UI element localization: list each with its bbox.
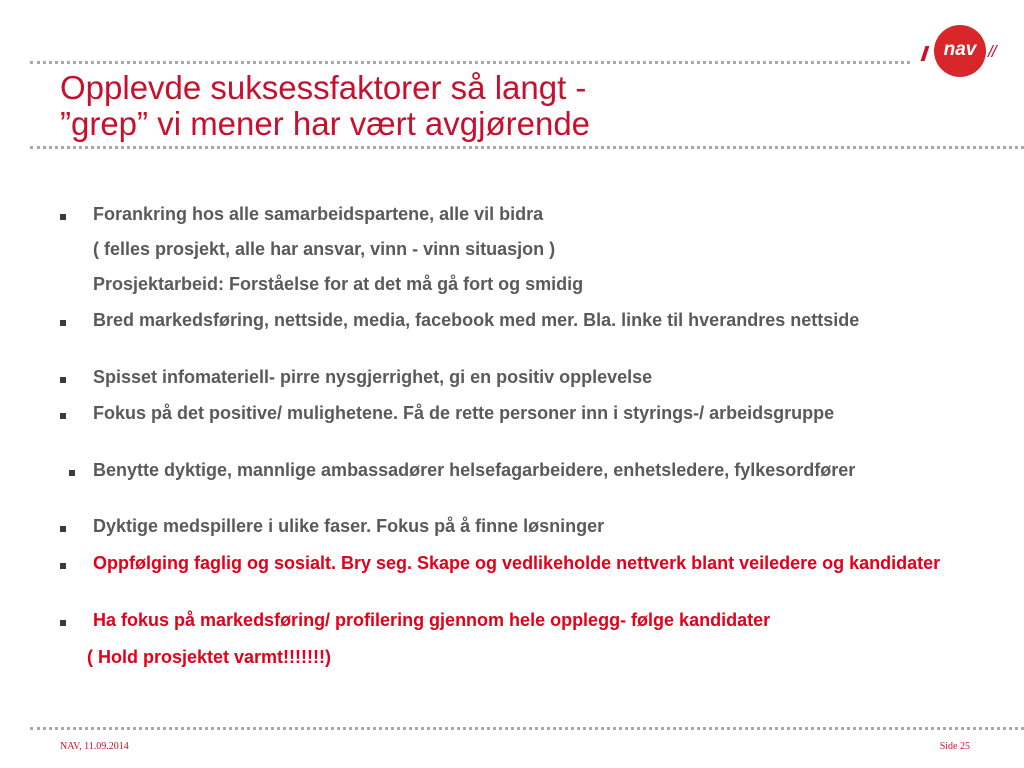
list-item-text: Bred markedsføring, nettside, media, facebook med mer. Bla. linke til hverandres nettside [93, 310, 860, 330]
bullet-icon [60, 377, 66, 383]
title-line-2: ”grep” vi mener har vært avgjørende [60, 105, 591, 142]
bullet-icon [60, 620, 66, 626]
list-item-text: Dyktige medspillere i ulike faser. Fokus på å finne løsninger [93, 516, 605, 536]
slide-number: Side 25 [939, 741, 970, 752]
title-line-1: Opplevde suksessfaktorer så langt - [60, 69, 587, 106]
bullet-icon [60, 563, 66, 569]
list-item-text: Fokus på det positive/ mulighetene. Få de rette personer inn i styrings-/ arbeidsgruppe [93, 403, 835, 423]
bullet-icon [60, 413, 66, 419]
list-item-text: ( Hold prosjektet varmt!!!!!!!) [87, 647, 331, 667]
list-item-text: Benytte dyktige, mannlige ambassadører helsefagarbeidere, enhetsledere, fylkesordfører [93, 460, 856, 480]
list-item-text: Prosjektarbeid: Forståelse for at det må gå fort og smidig [93, 274, 584, 294]
bullet-icon [60, 526, 66, 532]
list-item-text: Oppfølging faglig og sosialt. Bry seg. Skape og vedlikeholde nettverk blant veiledere og kandidater [93, 553, 941, 573]
logo-right-slashes: // [988, 42, 996, 61]
footer-dotted-rule [30, 727, 1024, 730]
logo-text: nav [943, 39, 977, 60]
bullet-icon [60, 320, 66, 326]
list-item-text: ( felles prosjekt, alle har ansvar, vinn - vinn situasjon ) [93, 239, 556, 259]
bullet-icon [60, 214, 66, 220]
bullet-icon [69, 470, 75, 476]
list-item-text: Forankring hos alle samarbeidspartene, alle vil bidra [93, 204, 544, 224]
list-item-text: Spisset infomateriell- pirre nysgjerrighet, gi en positiv opplevelse [93, 367, 653, 387]
footer-date: NAV, 11.09.2014 [60, 741, 129, 752]
list-item-text: Ha fokus på markedsføring/ profilering gjennom hele opplegg- følge kandidater [93, 610, 771, 630]
